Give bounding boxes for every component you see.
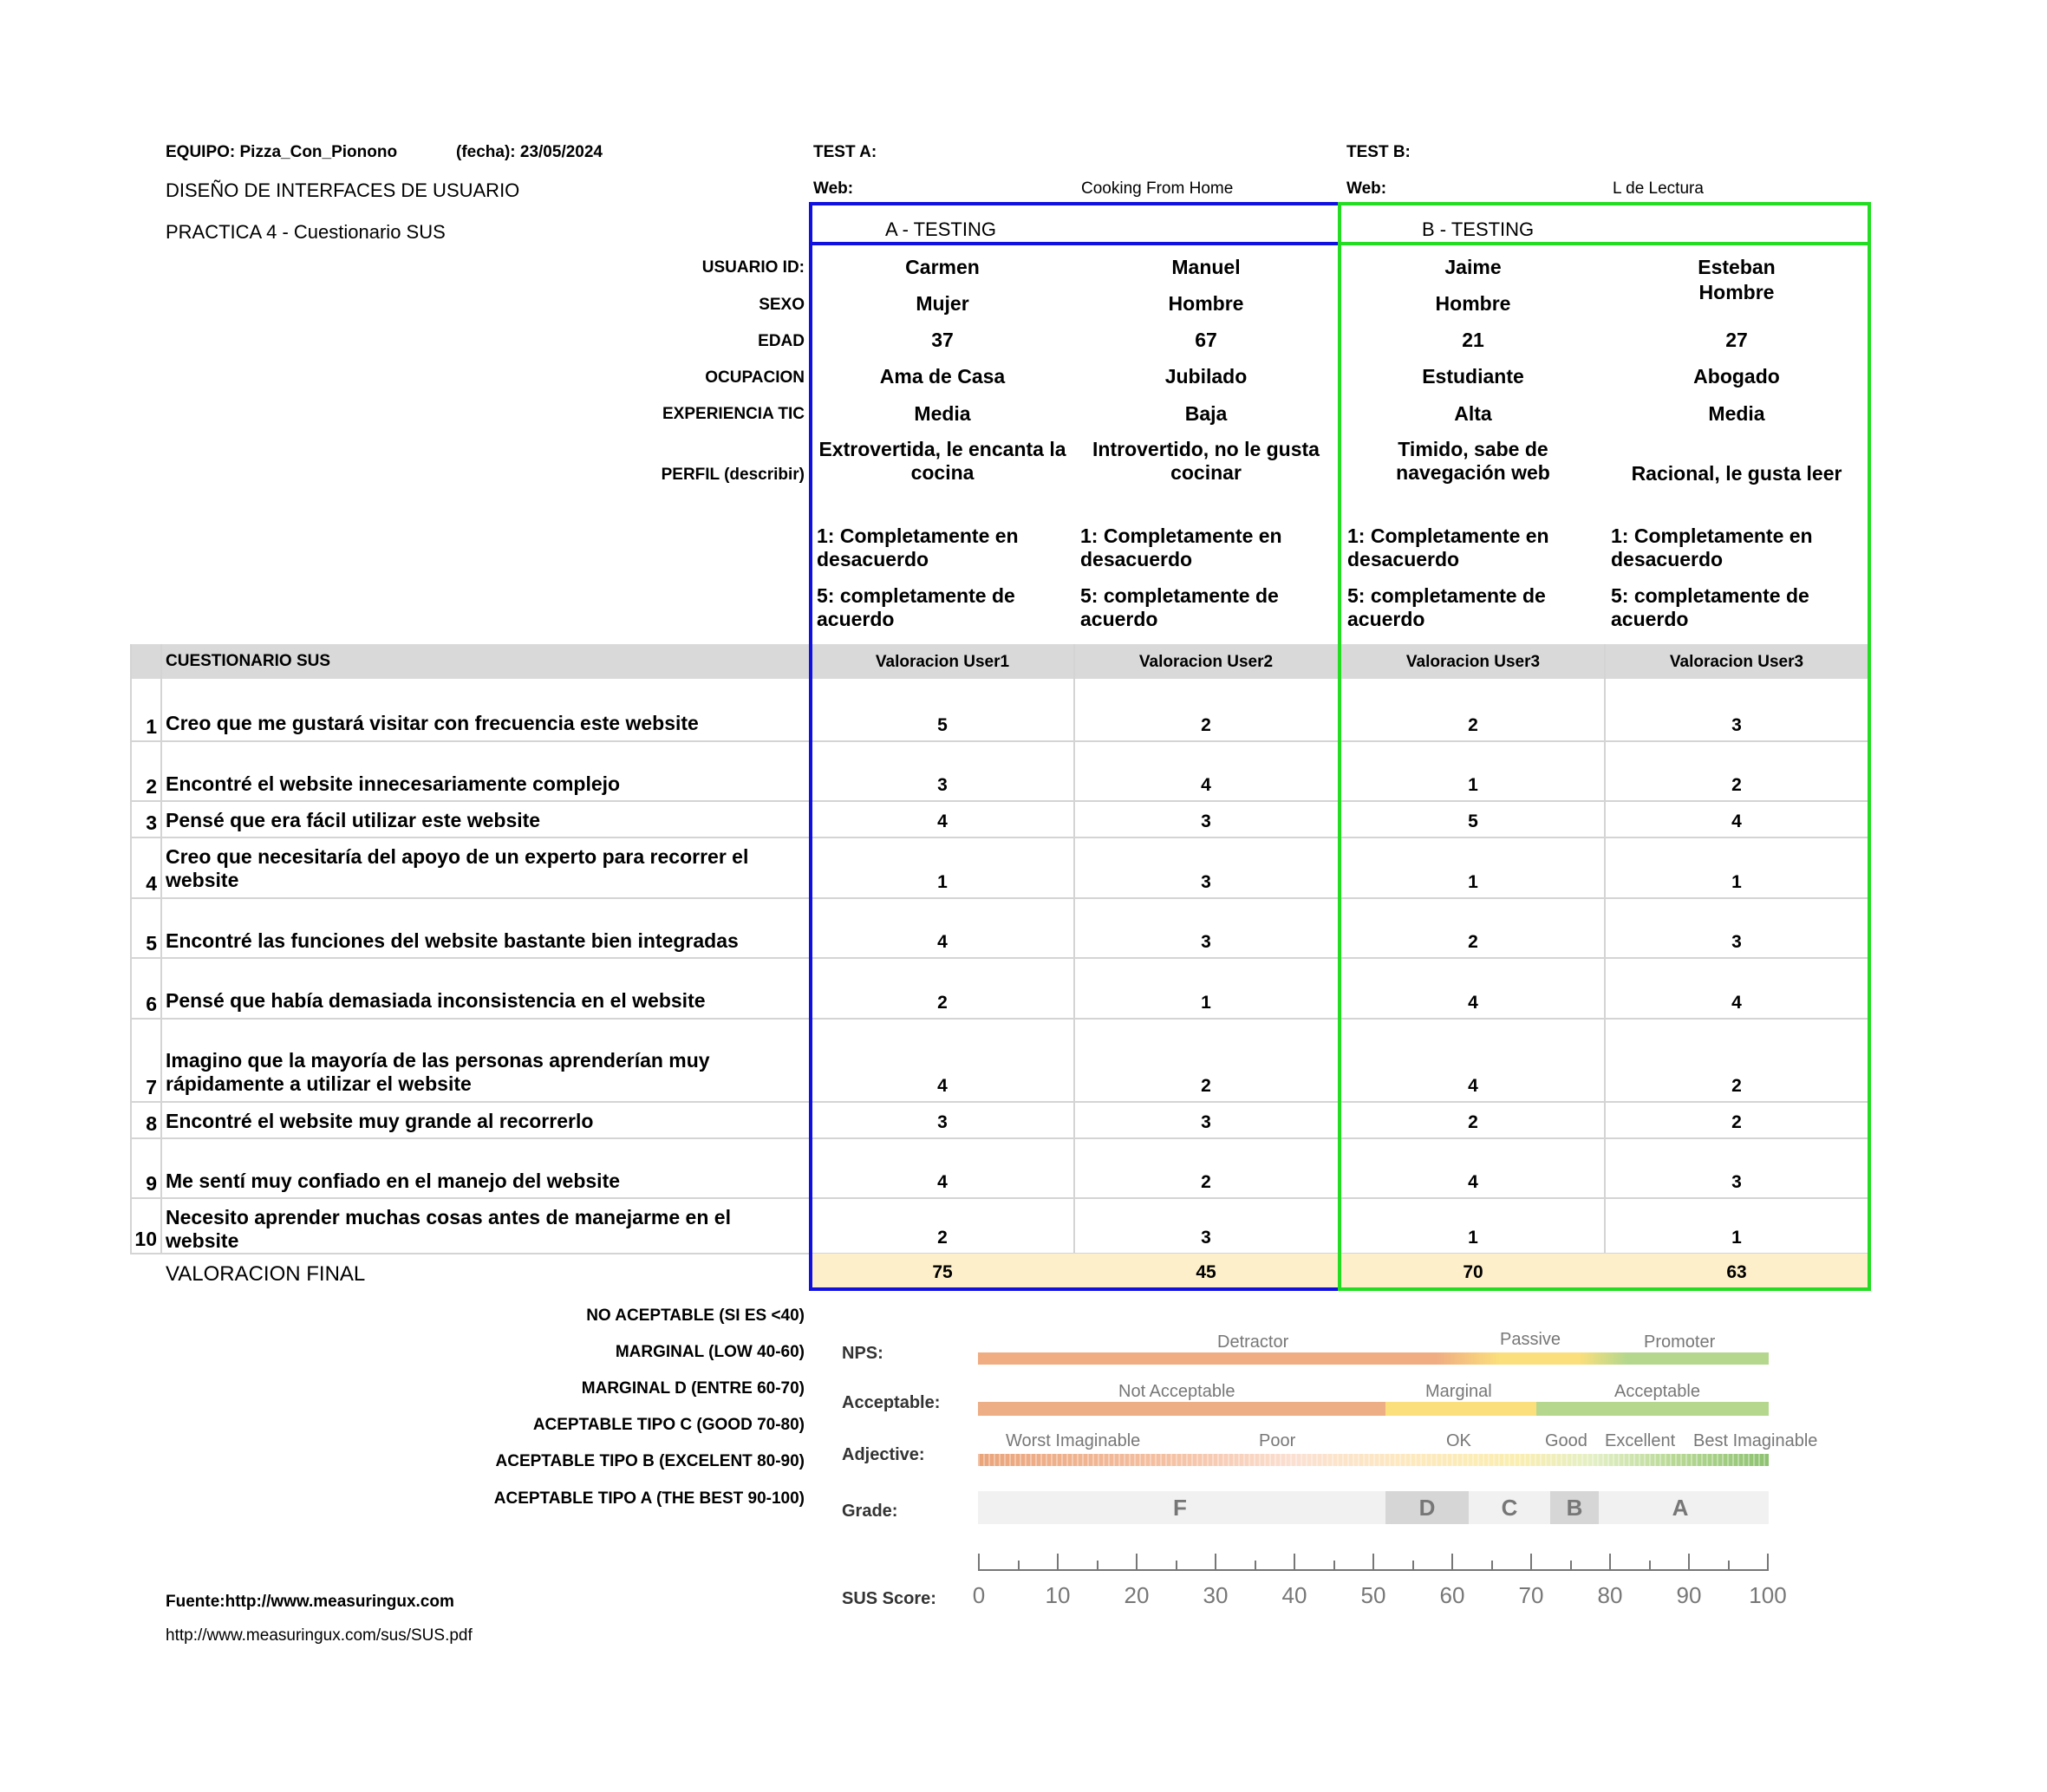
label-usuario-id: USUARIO ID: [701,258,805,277]
score-axis-line [978,1569,1769,1571]
web-a-value: Cooking From Home [1081,179,1234,198]
score-cell: 4 [937,1171,948,1192]
source-pdf: http://www.measuringux.com/sus/SUS.pdf [166,1626,473,1645]
score-cell: 4 [937,811,948,831]
score-cell: 4 [1468,1075,1478,1096]
final-score-4: 63 [1726,1261,1747,1282]
score-tick-label: 20 [1124,1582,1150,1608]
user4-edad: 27 [1725,328,1748,351]
question-number: 9 [146,1172,157,1195]
user1-id: Carmen [905,255,980,278]
score-cell: 2 [1468,931,1478,952]
question-text: Pensé que era fácil utilizar este website [166,809,541,831]
b-testing-title-frame [1338,202,1871,245]
user2-ocupacion: Jubilado [1164,364,1248,388]
question-number: 4 [146,872,157,895]
score-minor-tick [1176,1561,1177,1569]
question-text: Creo que me gustará visitar con frecuencia este website [166,712,699,734]
nps-promoter: Promoter [1644,1333,1716,1352]
user3-experiencia: Alta [1454,401,1492,425]
scale-5-col3: 5: completamente de acuerdo [1347,584,1546,630]
scale-1-col1: 1: Completamente en desacuerdo [817,525,1019,570]
score-cell: 4 [1731,811,1742,831]
legend-marginal-d: MARGINAL D (ENTRE 60-70) [581,1379,805,1398]
score-cell: 1 [1201,992,1211,1013]
score-cell: 2 [937,992,948,1013]
scale-5-col4: 5: completamente de acuerdo [1611,584,1809,630]
score-tick-label: 100 [1749,1582,1787,1608]
legend-aceptable-a: ACEPTABLE TIPO A (THE BEST 90-100) [493,1489,805,1508]
gauge-label-adjective: Adjective: [842,1445,925,1464]
gauge-label-nps: NPS: [842,1344,883,1363]
label-edad: EDAD [758,332,805,350]
adjective-ok: OK [1446,1431,1471,1450]
acceptable-not-label: Not Acceptable [1118,1382,1235,1401]
col-header-1: Valoracion User1 [875,652,1010,671]
question-number: 7 [146,1076,157,1098]
column-divider [130,644,132,1254]
score-cell: 1 [1468,871,1478,892]
adjective-good: Good [1545,1431,1587,1450]
user3-id: Jaime [1444,255,1502,278]
question-number: 5 [146,932,157,955]
score-tick [1372,1554,1374,1569]
score-minor-tick [1412,1561,1414,1569]
score-cell: 2 [1731,1075,1742,1096]
score-cell: 4 [937,931,948,952]
score-cell: 3 [937,1111,948,1132]
user1-ocupacion: Ama de Casa [879,364,1006,388]
nps-bar [978,1352,1769,1365]
score-cell: 5 [1468,811,1478,831]
question-text: Encontré las funciones del website bastante bien integradas [166,929,739,952]
final-score-1: 75 [932,1261,953,1282]
question-text: Imagino que la mayoría de las personas aprenderían muy rápidamente a utilizar el website [166,1049,710,1095]
column-divider [160,644,162,1254]
user4-ocupacion: Abogado [1693,364,1780,388]
score-tick [978,1554,980,1569]
score-cell: 4 [1731,992,1742,1013]
score-tick [1451,1554,1453,1569]
score-tick [1688,1554,1690,1569]
user3-perfil: Timido, sabe de navegación web [1396,438,1550,484]
question-text: Necesito aprender muchas cosas antes de manejarme en el website [166,1206,731,1252]
user3-edad: 21 [1462,328,1484,351]
question-text: Creo que necesitaría del apoyo de un experto para recorrer el website [166,845,749,891]
grade-b: B [1566,1494,1583,1521]
legend-aceptable-c: ACEPTABLE TIPO C (GOOD 70-80) [532,1416,805,1434]
adjective-excellent: Excellent [1605,1431,1676,1450]
score-cell: 2 [937,1227,948,1248]
score-cell: 3 [937,774,948,795]
adjective-best: Best Imaginable [1693,1431,1818,1450]
date-label: (fecha): 23/05/2024 [456,143,603,161]
questionnaire-title: CUESTIONARIO SUS [166,652,331,670]
course-title: DISEÑO DE INTERFACES DE USUARIO [166,179,520,201]
user2-perfil: Introvertido, no le gusta cocinar [1092,438,1320,484]
a-testing-frame [809,202,1341,1291]
web-b-value: L de Lectura [1613,179,1704,198]
score-cell: 3 [1201,1227,1211,1248]
user2-experiencia: Baja [1184,401,1228,425]
score-cell: 3 [1731,1171,1742,1192]
nps-passive: Passive [1500,1330,1561,1349]
score-minor-tick [1333,1561,1335,1569]
label-ocupacion: OCUPACION [705,368,805,387]
user1-sexo: Mujer [916,291,969,315]
score-minor-tick [1491,1561,1493,1569]
score-tick-label: 50 [1360,1582,1386,1608]
score-tick-label: 80 [1597,1582,1623,1608]
question-text: Me sentí muy confiado en el manejo del website [166,1170,621,1192]
score-cell: 1 [1468,1227,1478,1248]
score-cell: 3 [1201,871,1211,892]
score-cell: 2 [1201,714,1211,735]
user4-experiencia: Media [1708,401,1765,425]
score-cell: 3 [1731,714,1742,735]
user4-sexo: Hombre [1698,280,1775,303]
practice-title: PRACTICA 4 - Cuestionario SUS [166,221,446,243]
web-a-label: Web: [813,179,854,198]
a-testing-title-frame [809,202,1341,245]
gauge-label-sus-score: SUS Score: [842,1589,936,1608]
score-tick [1767,1554,1769,1569]
legend-aceptable-b: ACEPTABLE TIPO B (EXCELENT 80-90) [495,1452,805,1470]
user2-edad: 67 [1195,328,1217,351]
score-cell: 5 [937,714,948,735]
score-cell: 4 [1201,774,1211,795]
col-header-2: Valoracion User2 [1138,652,1274,671]
score-cell: 3 [1201,931,1211,952]
score-tick [1136,1554,1138,1569]
question-number: 6 [146,993,157,1015]
user1-edad: 37 [931,328,954,351]
gauge-label-acceptable: Acceptable: [842,1393,941,1412]
user2-sexo: Hombre [1168,291,1244,315]
score-cell: 2 [1201,1075,1211,1096]
group-b-title: B - TESTING [1422,218,1535,240]
scale-5-col2: 5: completamente de acuerdo [1080,584,1279,630]
final-label-text: VALORACION FINAL [166,1262,366,1286]
gauge-label-grade: Grade: [842,1502,898,1521]
question-text: Encontré el website muy grande al recorrerlo [166,1110,594,1132]
score-tick-label: 0 [972,1582,986,1608]
score-minor-tick [1018,1561,1020,1569]
grade-d: D [1418,1494,1436,1521]
acceptable-marginal-label: Marginal [1425,1382,1492,1401]
score-minor-tick [1649,1561,1651,1569]
grade-c: C [1501,1494,1518,1521]
question-number: 8 [146,1112,157,1135]
score-cell: 4 [937,1075,948,1096]
score-tick [1609,1554,1611,1569]
col-header-3: Valoracion User3 [1405,652,1541,671]
score-tick-label: 70 [1518,1582,1544,1608]
score-cell: 3 [1731,931,1742,952]
source-fuente: Fuente:http://www.measuringux.com [166,1593,454,1611]
score-cell: 4 [1468,992,1478,1013]
user1-experiencia: Media [914,401,971,425]
acceptable-not-segment [978,1402,1385,1416]
question-number: 10 [134,1228,157,1250]
score-cell: 2 [1731,1111,1742,1132]
col-header-4: Valoracion User3 [1669,652,1804,671]
team-label: EQUIPO: Pizza_Con_Pionono [166,143,398,161]
nps-detractor: Detractor [1217,1333,1289,1352]
final-score-2: 45 [1196,1261,1216,1282]
score-tick-label: 60 [1439,1582,1465,1608]
score-cell: 4 [1468,1171,1478,1192]
acceptable-marginal-segment [1385,1402,1536,1416]
score-cell: 3 [1201,811,1211,831]
acceptable-ok-label: Acceptable [1614,1382,1700,1401]
b-testing-frame [1338,202,1871,1291]
user3-sexo: Hombre [1435,291,1511,315]
acceptable-ok-segment [1536,1402,1769,1416]
adjective-bar [978,1454,1769,1466]
adjective-poor: Poor [1259,1431,1296,1450]
grade-f: F [1173,1494,1187,1521]
score-cell: 1 [1468,774,1478,795]
label-perfil: PERFIL (describir) [661,466,805,484]
score-cell: 2 [1731,774,1742,795]
question-number: 3 [146,811,157,834]
score-cell: 2 [1201,1171,1211,1192]
legend-no-aceptable: NO ACEPTABLE (SI ES <40) [586,1307,805,1325]
user4-perfil: Racional, le gusta leer [1631,461,1842,485]
user4-id: Esteban [1698,255,1776,278]
score-minor-tick [1570,1561,1572,1569]
group-a-title: A - TESTING [885,218,996,240]
scale-1-col2: 1: Completamente en desacuerdo [1080,525,1282,570]
score-cell: 3 [1201,1111,1211,1132]
final-score-3: 70 [1463,1261,1483,1282]
score-minor-tick [1728,1561,1730,1569]
question-text: Encontré el website innecesariamente complejo [166,772,621,795]
scale-1-col4: 1: Completamente en desacuerdo [1611,525,1813,570]
user3-ocupacion: Estudiante [1422,364,1524,388]
test-a-label: TEST A: [813,143,877,161]
label-experiencia: EXPERIENCIA TIC [662,405,805,423]
score-tick [1294,1554,1295,1569]
score-tick [1057,1554,1059,1569]
score-cell: 1 [937,871,948,892]
scale-1-col3: 1: Completamente en desacuerdo [1347,525,1549,570]
score-cell: 2 [1468,714,1478,735]
question-number: 2 [146,775,157,798]
question-text: Pensé que había demasiada inconsistencia en el website [166,989,706,1012]
score-minor-tick [1097,1561,1098,1569]
label-sexo: SEXO [759,296,805,314]
test-b-label: TEST B: [1346,143,1411,161]
final-label [166,1262,365,1287]
grade-a: A [1672,1494,1689,1521]
score-tick-label: 90 [1676,1582,1702,1608]
legend-marginal-low: MARGINAL (LOW 40-60) [615,1343,805,1361]
question-number: 1 [146,715,157,738]
score-tick [1215,1554,1216,1569]
grade-bar [978,1491,1769,1524]
score-cell: 1 [1731,1227,1742,1248]
score-tick [1530,1554,1532,1569]
scale-5-col1: 5: completamente de acuerdo [817,584,1015,630]
score-minor-tick [1255,1561,1256,1569]
user2-id: Manuel [1171,255,1241,278]
score-tick-label: 10 [1045,1582,1071,1608]
score-cell: 2 [1468,1111,1478,1132]
score-tick-label: 30 [1203,1582,1229,1608]
web-b-label: Web: [1346,179,1387,198]
score-cell: 1 [1731,871,1742,892]
adjective-worst: Worst Imaginable [1006,1431,1141,1450]
user1-perfil: Extrovertida, le encanta la cocina [818,438,1066,484]
score-tick-label: 40 [1281,1582,1307,1608]
